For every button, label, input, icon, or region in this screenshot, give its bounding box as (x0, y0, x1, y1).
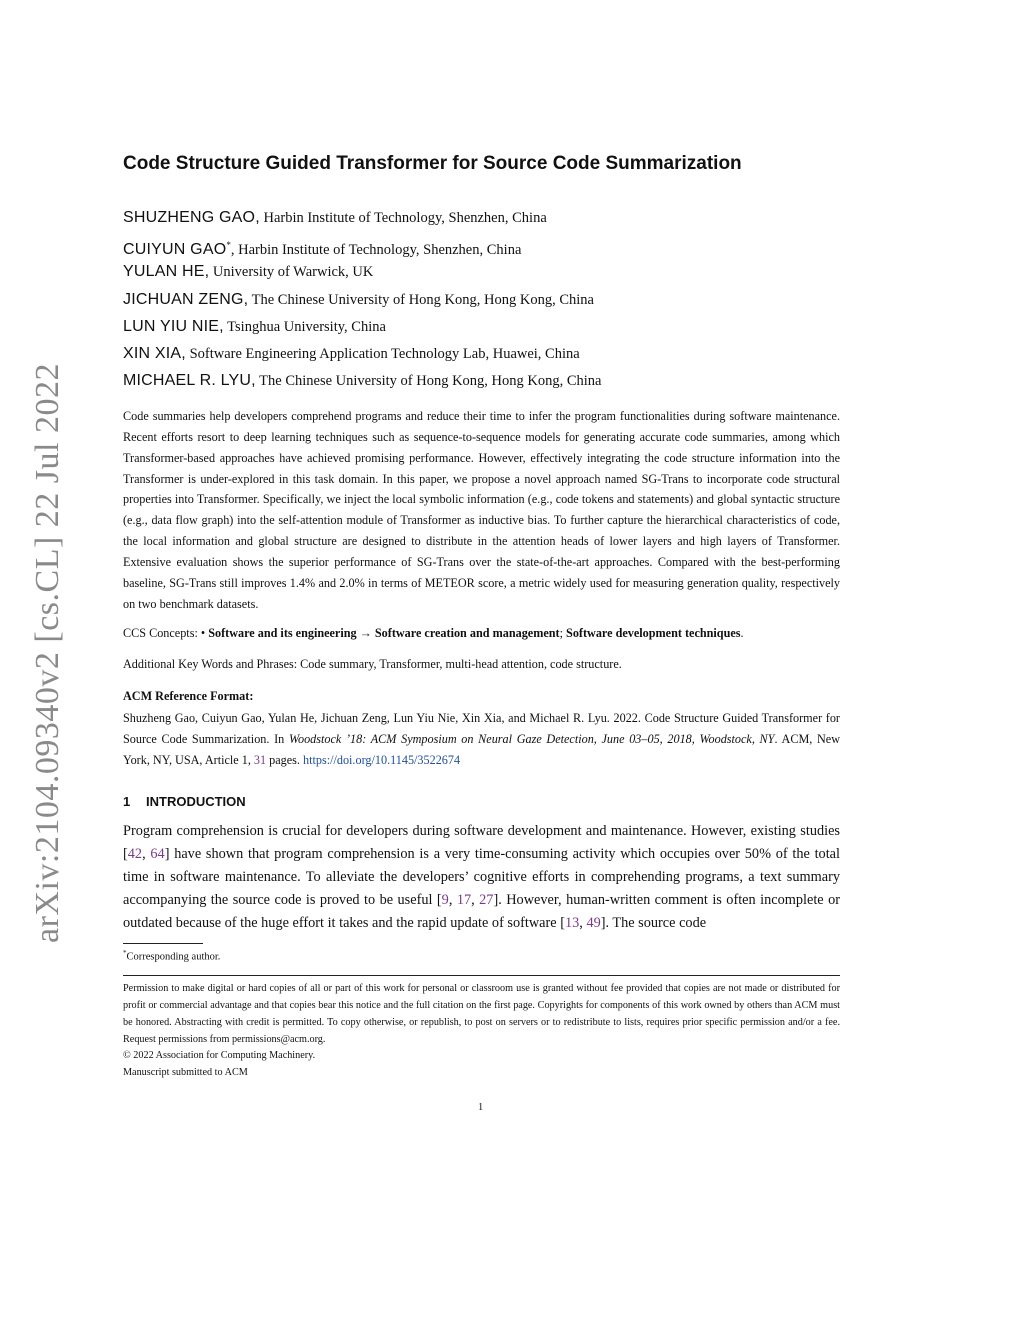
section-number: 1 (123, 794, 131, 809)
author-name: MICHAEL R. LYU, (123, 372, 256, 390)
author-entry (123, 344, 602, 371)
introduction-paragraph (123, 820, 840, 935)
author-name: LUN YIU NIE, (123, 317, 224, 335)
paper-title: Code Structure Guided Transformer for Source Code Summarization (123, 153, 742, 174)
ccs-label: CCS Concepts: • (123, 626, 209, 640)
footnote-mark: * (123, 949, 127, 957)
citation-link[interactable]: 9 (441, 892, 449, 908)
author-entry (123, 208, 602, 235)
section-title: INTRODUCTION (146, 794, 246, 809)
permission-divider (123, 975, 840, 976)
footnote-text: Corresponding author. (126, 951, 221, 963)
intro-text: , (448, 892, 457, 908)
citation-link[interactable]: 17 (456, 892, 472, 908)
reference-venue: Woodstock ’18: ACM Symposium on Neural Gaze Detection, June 03–05, 2018, Woodstock, NY (288, 731, 775, 746)
author-affiliation: Software Engineering Application Technology Lab, Huawei, China (185, 345, 580, 362)
reference-heading: ACM Reference Format: (123, 689, 254, 703)
reference-text: . ACM, New York, NY, USA, Article 1, (123, 731, 841, 767)
intro-text: , (579, 915, 587, 931)
author-affiliation: The Chinese University of Hong Kong, Hong Kong, China (248, 291, 594, 308)
intro-text: ]. The source code (600, 915, 707, 931)
citation-link[interactable]: 64 (150, 846, 165, 862)
intro-text: ] have shown that program comprehension is a very time-consuming activity which occupies over 50% of the total time in software maintenance. To alleviate the developers’ cognitive efforts in comprehending programs, a text summary accompanying the source code is proved to be useful [ (123, 846, 840, 908)
author-list (123, 208, 602, 398)
manuscript-note: Manuscript submitted to ACM (123, 1067, 248, 1078)
ccs-concept: Software development techniques (566, 626, 741, 640)
citation-link[interactable]: 42 (127, 846, 143, 862)
reference-format (123, 708, 840, 770)
author-entry (123, 235, 602, 262)
intro-text: ]. However, human-written comment is often incomplete or outdated because of the huge effort it takes and the rapid update of software [ (123, 892, 840, 931)
reference-text: Shuzheng Gao, Cuiyun Gao, Yulan He, Jichuan Zeng, Lun Yiu Nie, Xin Xia, and Michael R. Lyu. 2022. Code Structure Guided Transformer for Source Code Summarization. In (123, 711, 840, 746)
author-entry (123, 290, 602, 317)
author-name: CUIYUN GAO (123, 241, 227, 259)
author-affiliation: Harbin Institute of Technology, Shenzhen, China (259, 210, 547, 226)
intro-text: , (142, 846, 151, 862)
intro-text: , (471, 892, 480, 908)
arxiv-side-identifier (18, 363, 78, 943)
section-heading (123, 794, 246, 809)
author-affiliation: University of Warwick, UK (209, 264, 374, 281)
reference-text: pages. (266, 752, 303, 767)
author-name: YULAN HE, (123, 263, 210, 281)
citation-link[interactable]: 13 (564, 915, 580, 931)
author-affiliation: Tsinghua University, China (223, 318, 386, 335)
author-affiliation: The Chinese University of Hong Kong, Hong Kong, China (255, 373, 602, 390)
corresponding-mark: * (226, 240, 231, 251)
ccs-separator: ; (559, 626, 567, 640)
arxiv-id-text: arXiv:2104.09340v2 [cs.CL] 22 Jul 2022 (29, 363, 66, 943)
intro-text: Program comprehension is crucial for developers during software development and maintenance. However, existing studies [ (123, 823, 840, 862)
permission-notice: Permission to make digital or hard copies of all or part of this work for personal or classroom use is granted without fee provided that copies are not made or distributed for profit or commercial advantage and that copies bear this notice and the full citation on the first page. Copyrights for components of this work owned by others than ACM must be honored. Abstracting with credit is permitted. To copy otherwise, or republish, to post on servers or to redistribute to lists, requires prior specific permission and/or a fee. Request permissions from permissions@acm.org. (123, 983, 840, 1045)
author-name: SHUZHENG GAO, (123, 209, 260, 226)
ccs-end: . (740, 626, 744, 640)
page-number: 1 (478, 1102, 484, 1113)
author-name: JICHUAN ZENG, (123, 290, 249, 308)
citation-link[interactable]: 27 (479, 892, 494, 908)
doi-link[interactable]: https://doi.org/10.1145/3522674 (303, 752, 461, 767)
author-name: XIN XIA, (123, 344, 186, 362)
footnote-divider (123, 943, 203, 944)
author-affiliation: , Harbin Institute of Technology, Shenzhen, China (230, 242, 522, 259)
copyright-notice: © 2022 Association for Computing Machinery. (123, 1050, 316, 1061)
author-entry (123, 371, 602, 398)
ccs-concept: Software creation and management (374, 626, 560, 640)
abstract: Code summaries help developers comprehend programs and reduce their time to infer the program functionalities during software maintenance. Recent efforts resort to deep learning techniques such as sequence-to-sequence models for generating accurate code summaries, among which Transformer-based approaches have achieved promising performance. However, effectively integrating the code structure information into the Transformer is under-explored in this task domain. In this paper, we propose a novel approach named SG-Trans to incorporate code structural properties into Transformer. Specifically, we inject the local symbolic information (e.g., code tokens and statements) and global syntactic structure (e.g., data flow graph) into the self-attention module of Transformer as inductive bias. To further capture the hierarchical characteristics of code, the local information and global structure are designed to distribute in the attention heads of lower layers and high layers of Transformer. Extensive evaluation shows the superior performance of SG-Trans over the state-of-the-art approaches. Compared with the best-performing baseline, SG-Trans still improves 1.4% and 2.0% in terms of METEOR score, a metric widely used for measuring generation quality, respectively on two benchmark datasets. (123, 409, 840, 611)
ccs-arrow: → (356, 626, 375, 640)
ccs-concepts (123, 626, 840, 641)
page-count-link[interactable]: 31 (253, 752, 267, 767)
footnote (123, 949, 220, 963)
citation-link[interactable]: 49 (586, 915, 601, 931)
author-entry (123, 262, 602, 289)
author-entry (123, 317, 602, 344)
ccs-concept: Software and its engineering (208, 626, 357, 640)
keywords: Additional Key Words and Phrases: Code summary, Transformer, multi-head attention, code structure. (123, 657, 622, 671)
